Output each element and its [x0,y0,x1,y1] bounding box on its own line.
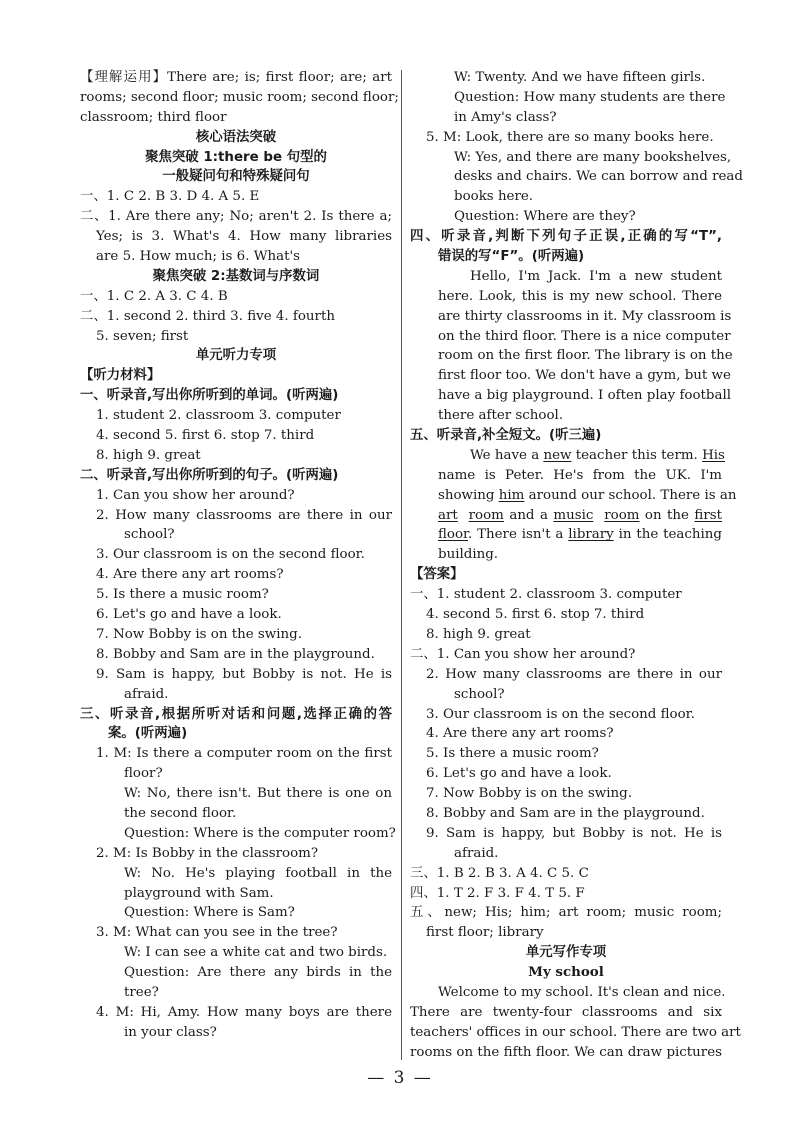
question-heading: 二、听录音,写出你所听到的句子。(听两遍) [80,467,339,483]
text-line: 1. M: Is there a computer room on the first [96,746,392,762]
answer-line: 6. Let's go and have a look. [426,766,612,782]
passage-line: on the third floor. There is a nice computer [438,328,731,344]
text-line: 5. M: Look, there are so many books here. [426,129,714,145]
section-heading: 核心语法突破 [195,129,277,145]
answer-line: 三、1. B 2. B 3. A 4. C 5. C [410,865,589,881]
passage-line: there after school. [438,408,564,424]
passage-line: first floor too. We don't have a gym, but we [438,368,731,384]
answer-line: 3. Our classroom is on the second floor. [426,706,695,722]
answer-line: first floor; library [426,925,544,941]
answer-line: 一、1. C 2. B 3. D 4. A 5. E [80,189,260,205]
question-heading: 案。(听两遍) [108,726,188,742]
question-heading: 错误的写“F”。(听两遍) [438,249,585,265]
text-line: classroom; third floor [80,109,227,125]
answer-line: 4. Are there any art rooms? [426,726,614,742]
answer-line: 4. second 5. first 6. stop 7. third [426,607,645,623]
text-line: W: No, there isn't. But there is one on [124,786,392,802]
answer-line: 一、1. C 2. A 3. C 4. B [80,288,228,304]
cloze-line: building. [438,547,499,563]
cloze-line: name is Peter. He's from the UK. I'm [438,467,722,483]
answer-line: 8. Bobby and Sam are in the playground. [426,805,705,821]
text-line: Question: Where is the computer room? [124,825,396,841]
cloze-answer: His [702,447,725,463]
sub-heading: 聚焦突破 1:there be 句型的 [145,149,327,165]
answer-line: afraid. [454,845,499,861]
text-line: 【理解运用】There are; is; first floor; are; art [80,70,392,85]
passage-line: have a big playground. I often play football [438,388,732,404]
column-divider [401,70,402,1060]
essay-line: Welcome to my school. It's clean and nice. [438,984,726,1000]
text-line: 1. Can you show her around? [96,487,295,503]
text-line: W: Yes, and there are many bookshelves, [454,149,732,165]
label-heading: 【答案】 [410,567,464,583]
answer-line: Yes; is 3. What's 4. How many libraries [96,229,392,245]
text-line: Question: Where are they? [454,209,636,225]
text-line: Question: Are there any birds in the [124,965,392,981]
passage-line: here. Look, this is my new school. There [438,288,722,304]
section-heading: 单元听力专项 [195,348,277,364]
answer-line: 五、new; His; him; art room; music room; [410,905,722,921]
text-line: 5. Is there a music room? [96,587,269,603]
cloze-answer: floor [438,527,468,543]
cloze-text: and a [503,507,554,523]
passage-line: are thirty classrooms in it. My classroom is [438,308,732,324]
cloze-answer: first [694,507,723,523]
answer-line: 7. Now Bobby is on the swing. [426,786,633,802]
text-line: W: Twenty. And we have fifteen girls. [454,70,706,85]
passage-line: room on the first floor. The library is on the [438,348,733,364]
essay-line: rooms on the fifth floor. We can draw pictures [410,1044,722,1060]
essay-title: My school [528,964,604,981]
text-line: 2. M: Is Bobby in the classroom? [96,845,319,861]
text-line: W: No. He's playing football in the [124,865,392,881]
text-line: 4. second 5. first 6. stop 7. third [96,428,315,444]
question-heading: 五、听录音,补全短文。(听三遍) [410,428,602,444]
text-line: tree? [124,984,159,1000]
answer-line: 9. Sam is happy, but Bobby is not. He is [426,825,722,841]
text-line: playground with Sam. [124,885,274,901]
text-line: rooms; second floor; music room; second floor; [80,89,399,105]
cloze-text: . There isn't a [467,527,569,543]
text-line: school? [124,527,175,543]
text-line: Question: Where is Sam? [124,905,295,921]
text-line: 7. Now Bobby is on the swing. [96,626,303,642]
answer-line: 8. high 9. great [426,626,531,642]
answer-line: 四、1. T 2. F 3. F 4. T 5. F [410,885,585,901]
answer-line: 二、1. Can you show her around? [410,646,636,662]
text-line: 8. Bobby and Sam are in the playground. [96,646,375,662]
text-line: 8. high 9. great [96,447,201,463]
question-heading: 一、听录音,写出你所听到的单词。(听两遍) [80,388,339,404]
answer-line: 5. Is there a music room? [426,746,599,762]
answer-line: 2. How many classrooms are there in our [426,666,722,682]
text-line: in Amy's class? [454,109,557,125]
page-number: — 3 — [367,1068,433,1088]
sub-heading: 一般疑问句和特殊疑问句 [162,169,310,185]
section-heading: 单元写作专项 [525,945,607,961]
cloze-answer: him [498,487,525,503]
cloze-answer: room [604,507,640,523]
cloze-text: in the teaching [613,527,723,543]
cloze-text: teacher this term. [571,447,703,463]
text-line: 6. Let's go and have a look. [96,607,282,623]
cloze-answer: library [568,527,614,543]
cloze-line [410,486,737,506]
text-line: in your class? [124,1024,217,1040]
text-line: floor? [124,766,163,782]
text-line: Question: How many students are there [454,89,726,105]
cloze-answer: room [468,507,504,523]
answer-line: 二、1. second 2. third 3. five 4. fourth [80,308,335,324]
text-line: 4. Are there any art rooms? [96,567,284,583]
passage-line: Hello, I'm Jack. I'm a new student [470,268,722,284]
text-line: desks and chairs. We can borrow and read [454,169,743,185]
cloze-answer: music [553,507,594,523]
cloze-text: around our school. There is an [524,487,737,503]
cloze-text: showing [438,487,499,503]
answer-line: are 5. How much; is 6. What's [96,249,301,265]
text-line: books here. [454,189,534,205]
text-line: afraid. [124,686,169,702]
left-column [80,68,399,1043]
question-heading: 三、听录音,根据所听对话和问题,选择正确的答 [80,706,392,722]
text-line: 3. M: What can you see in the tree? [96,925,338,941]
answer-line: school? [454,686,505,702]
answer-line: 一、1. student 2. classroom 3. computer [410,587,682,603]
text-line: W: I can see a white cat and two birds. [124,945,388,961]
text-line: 3. Our classroom is on the second floor. [96,547,365,563]
cloze-line [410,506,722,526]
text-line: 9. Sam is happy, but Bobby is not. He is [96,666,392,682]
cloze-text: We have a [470,447,544,463]
essay-line: teachers' offices in our school. There are two art [410,1024,741,1040]
sub-heading: 聚焦突破 2:基数词与序数词 [152,268,320,284]
cloze-text: on the [639,507,695,523]
cloze-line [410,446,725,466]
right-column [410,68,743,1063]
label-heading: 【听力材料】 [80,368,161,384]
text-line: the second floor. [124,805,237,821]
text-line: 1. student 2. classroom 3. computer [96,408,341,424]
answer-line: 5. seven; first [96,328,189,344]
cloze-answer: art [438,507,458,523]
cloze-line [410,525,722,545]
answer-line: 二、1. Are there any; No; aren't 2. Is there a; [80,209,392,225]
text-line: 2. How many classrooms are there in our [96,507,392,523]
text-line: 4. M: Hi, Amy. How many boys are there [96,1004,392,1020]
question-heading: 四、听录音,判断下列句子正误,正确的写“T”, [410,229,722,245]
essay-line: There are twenty-four classrooms and six [410,1004,722,1020]
cloze-answer: new [543,447,572,463]
